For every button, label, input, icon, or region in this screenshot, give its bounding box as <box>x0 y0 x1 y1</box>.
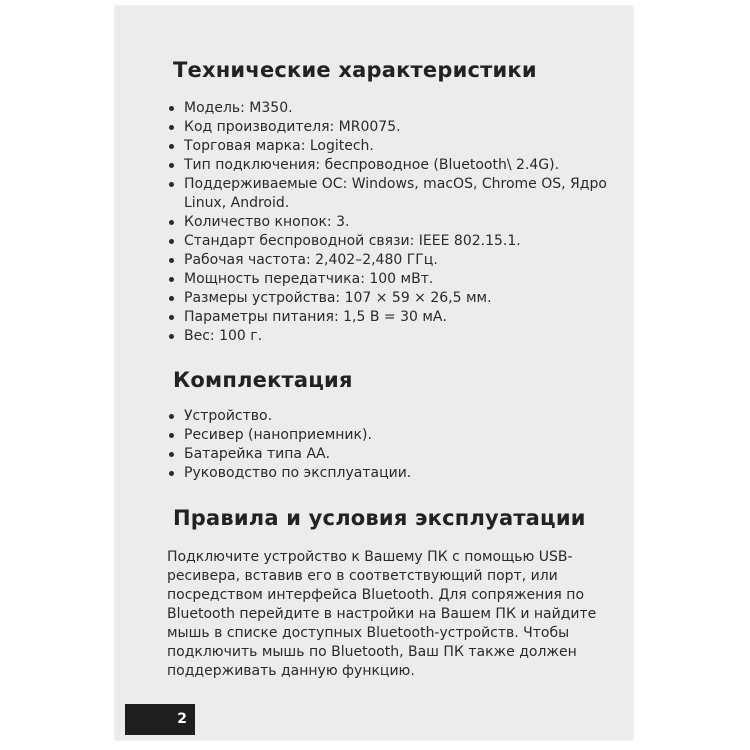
specs-heading: Технические характеристики <box>173 58 537 82</box>
list-item: Стандарт беспроводной связи: IEEE 802.15.1. <box>167 232 607 251</box>
list-item: Ресивер (наноприемник). <box>167 426 607 445</box>
list-item: Модель: M350. <box>167 99 607 118</box>
kit-heading: Комплектация <box>173 368 353 392</box>
list-item: Тип подключения: беспроводное (Bluetooth\ 2.4G). <box>167 156 607 175</box>
list-item: Руководство по эксплуатации. <box>167 464 607 483</box>
list-item: Размеры устройства: 107 × 59 × 26,5 мм. <box>167 289 607 308</box>
list-item: Параметры питания: 1,5 В = 30 мА. <box>167 308 607 327</box>
list-item: Батарейка типа АА. <box>167 445 607 464</box>
usage-paragraph: Подключите устройство к Вашему ПК с помощью USB-ресивера, вставив его в соответствующий порт, или посредством интерфейса Bluetooth. Для сопряжения по Bluetooth перейдите в настройки на Вашем ПК и найдите мышь в списке доступных Bluetooth-устройств. Чтобы подключить мышь по Bluetooth, Ваш ПК также должен поддерживать данную функцию. <box>167 549 597 679</box>
page-number-badge <box>125 704 195 735</box>
list-item: Количество кнопок: 3. <box>167 213 607 232</box>
list-item: Вес: 100 г. <box>167 327 607 346</box>
usage-heading: Правила и условия эксплуатации <box>173 506 586 530</box>
list-item: Рабочая частота: 2,402–2,480 ГГц. <box>167 251 607 270</box>
list-item: Устройство. <box>167 407 607 426</box>
list-item: Торговая марка: Logitech. <box>167 137 607 156</box>
list-item: Код производителя: MR0075. <box>167 118 607 137</box>
specs-list <box>167 99 607 346</box>
list-item: Поддерживаемые ОС: Windows, macOS, Chrome OS, Ядро Linux, Android. <box>167 175 607 213</box>
kit-list <box>167 407 607 483</box>
list-item: Мощность передатчика: 100 мВт. <box>167 270 607 289</box>
manual-page <box>115 6 633 740</box>
page-number: 2 <box>177 711 187 727</box>
